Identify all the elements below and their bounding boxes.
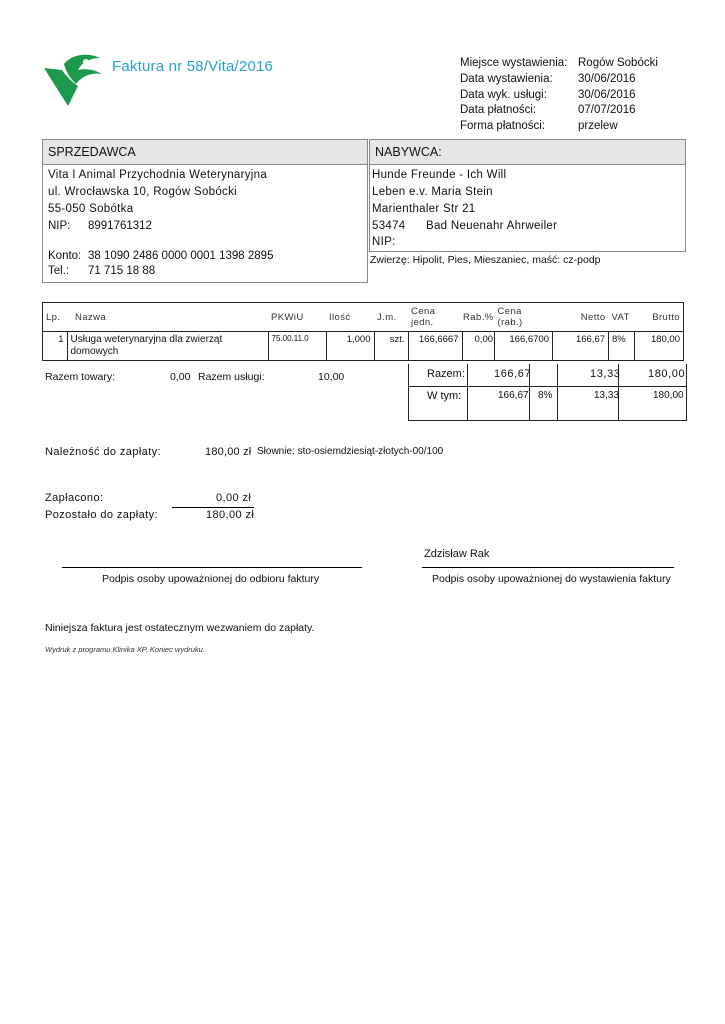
meta-label: Data wystawienia: xyxy=(460,72,553,85)
buyer-postcode: 53474 xyxy=(372,220,406,232)
meta-value: Rogów Sobócki xyxy=(578,57,658,69)
col-discount: Rab.% xyxy=(463,311,494,323)
row-lp: 1 xyxy=(58,334,64,345)
seller-name: Vita I Animal Przychodnia Weterynaryjna xyxy=(48,169,268,181)
meta-value: 07/07/2016 xyxy=(578,104,636,117)
receiver-signature-line xyxy=(62,567,362,568)
table-row xyxy=(43,332,684,361)
issuer-signature-line xyxy=(422,567,674,568)
services-total: 10,00 xyxy=(318,371,345,383)
meta-label: Data wyk. usługi: xyxy=(460,88,547,101)
remaining-label: Pozostało do zapłaty: xyxy=(45,509,158,521)
goods-total: 0,00 xyxy=(170,371,191,383)
seller-street: ul. Wrocławska 10, Rogów Sobócki xyxy=(48,186,237,198)
items-table xyxy=(42,302,684,361)
incl-label: W tym: xyxy=(427,390,462,402)
seller-nip: 8991761312 xyxy=(88,220,152,232)
col-gross: Brutto xyxy=(652,311,680,323)
meta-label: Data płatności: xyxy=(460,104,537,117)
buyer-name: Hunde Freunde - Ich Will xyxy=(372,169,507,181)
buyer-animals: Zwierzę: Hipolit, Pies, Mieszaniec, maść: cz-podp xyxy=(370,254,601,266)
row-price-discounted: 166,6700 xyxy=(495,332,553,361)
issuer-name: Zdzisław Rak xyxy=(424,548,490,560)
buyer-details xyxy=(370,165,685,252)
incl-gross: 180,00 xyxy=(653,390,684,401)
invoice-title: Faktura nr 58/Vita/2016 xyxy=(112,58,274,75)
col-unit: J.m. xyxy=(377,311,397,323)
due-in-words: Słownie: sto-osiemdziesiąt-złotych-00/100 xyxy=(257,446,444,457)
incl-vat: 13,33 xyxy=(594,390,620,401)
col-lp: Lp. xyxy=(46,311,61,323)
row-price: 166,6667 xyxy=(408,332,462,361)
invoice-meta xyxy=(460,56,658,135)
seller-phone: 71 715 18 88 xyxy=(88,265,156,277)
seller-phone-label: Tel.: xyxy=(48,265,70,277)
services-total-label: Razem usługi: xyxy=(198,371,265,383)
buyer-heading: NABYWCA: xyxy=(370,140,685,165)
col-name: Nazwa xyxy=(75,311,107,323)
buyer-nip-label: NIP: xyxy=(372,236,396,248)
meta-label: Forma płatności: xyxy=(460,120,546,133)
row-name: Usługa weterynaryjna dla zwierząt domowych xyxy=(67,332,268,361)
seller-details xyxy=(43,165,367,282)
payment-notice: Niniejsza faktura jest ostatecznym wezwaniem do zapłaty. xyxy=(45,622,315,634)
col-price-discounted: Cena (rab.) xyxy=(497,306,523,328)
row-vat: 8% xyxy=(609,332,635,361)
meta-value: 30/06/2016 xyxy=(578,72,636,85)
printout-note: Wydruk z programu Klinika XP. Koniec wydruku. xyxy=(45,645,205,654)
paid-label: Zapłacono: xyxy=(45,492,104,504)
remaining-amount: 180,00 zł xyxy=(206,509,255,521)
seller-nip-label: NIP: xyxy=(48,220,71,232)
row-qty: 1,000 xyxy=(326,332,374,361)
col-pkwiu: PKWiU xyxy=(271,311,304,323)
sum-gross: 180,00 xyxy=(648,368,686,380)
row-discount: 0,00 xyxy=(462,332,495,361)
row-gross: 180,00 xyxy=(635,332,684,361)
meta-label: Miejsce wystawienia: xyxy=(460,57,568,69)
seller-account-label: Konto: xyxy=(48,250,82,262)
col-net: Netto xyxy=(580,311,606,323)
meta-value: przelew xyxy=(578,120,618,133)
row-unit: szt. xyxy=(374,332,408,361)
seller-box xyxy=(42,139,368,283)
paid-amount: 0,00 zł xyxy=(216,492,252,504)
due-label: Należność do zapłaty: xyxy=(45,446,162,458)
buyer-street: Marienthaler Str 21 xyxy=(372,203,476,215)
seller-account: 38 1090 2486 0000 0001 1398 2895 xyxy=(88,250,274,262)
buyer-city: Bad Neuenahr Ahrweiler xyxy=(426,220,558,232)
col-qty: Ilość xyxy=(329,311,351,323)
row-pkwiu: 75.00.11.0 xyxy=(268,332,326,361)
sum-vat: 13,33 xyxy=(590,368,621,380)
goods-total-label: Razem towary: xyxy=(45,371,116,383)
table-header-row xyxy=(43,303,684,332)
meta-value: 30/06/2016 xyxy=(578,88,636,101)
col-vat: VAT xyxy=(611,311,630,323)
seller-heading: SPRZEDAWCA xyxy=(43,140,367,165)
incl-net: 166,67 xyxy=(498,390,529,401)
incl-rate: 8% xyxy=(538,390,553,401)
sum-label: Razem: xyxy=(427,368,465,380)
sum-net: 166,67 xyxy=(494,368,532,380)
receiver-caption: Podpis osoby upoważnionej do odbioru faktury xyxy=(102,573,320,585)
buyer-box xyxy=(369,139,686,252)
clinic-logo xyxy=(42,48,104,110)
issuer-caption: Podpis osoby upoważnionej do wystawienia faktury xyxy=(432,573,671,585)
due-amount: 180,00 zł xyxy=(205,446,252,458)
col-price: Cena jedn. xyxy=(411,306,436,328)
row-net: 166,67 xyxy=(553,332,609,361)
buyer-name-cont: Leben e.v. Maria Stein xyxy=(372,186,493,198)
seller-city: 55-050 Sobótka xyxy=(48,203,134,215)
